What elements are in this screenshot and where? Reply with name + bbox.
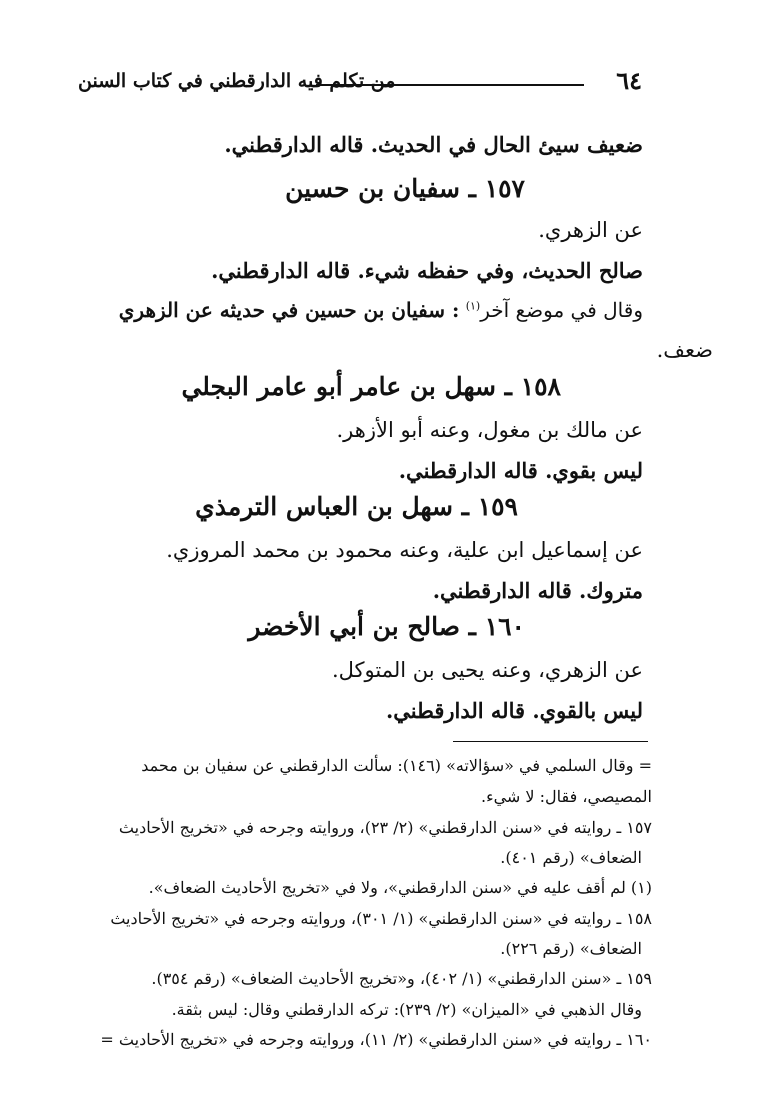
running-title: من تكلم فيه الدارقطني في كتاب السنن — [78, 70, 396, 92]
entry-heading-158: ١٥٨ ـ سهل بن عامر أبو عامر البجلي — [181, 372, 561, 401]
entry-heading-160: ١٦٠ ـ صالح بن أبي الأخضر — [248, 612, 525, 641]
footnote-ref: (١) — [465, 299, 481, 313]
entry-heading-159: ١٥٩ ـ سهل بن العباس الترمذي — [195, 492, 518, 521]
footnote-line: الضعاف» (رقم ٤٠١). — [500, 848, 642, 867]
text-line: ضعف. — [656, 338, 713, 362]
footnote-line: ١٥٧ ـ روايته في «سنن الدارقطني» (٢/ ٢٣)، وروايته وجرحه في «تخريج الأحاديث — [118, 818, 652, 837]
text-fragment: : سفيان بن حسين في حديثه عن الزهري — [118, 298, 460, 322]
text-line: عن مالك بن مغول، وعنه أبو الأزهر. — [336, 418, 643, 442]
text-line: صالح الحديث، وفي حفظه شيء. قاله الدارقطني. — [211, 258, 643, 283]
text-line — [8, 298, 643, 322]
footnote-line: ١٥٩ ـ «سنن الدارقطني» (١/ ٤٠٢)، و«تخريج الأحاديث الضعاف» (رقم ٣٥٤). — [151, 969, 652, 988]
footnote-line: = وقال السلمي في «سؤالاته» (١٤٦): سألت الدارقطني عن سفيان بن محمد — [141, 756, 652, 775]
entry-heading-157: ١٥٧ ـ سفيان بن حسين — [285, 174, 525, 203]
footnote-line: وقال الذهبي في «الميزان» (٢/ ٢٣٩): تركه الدارقطني وقال: ليس بثقة. — [171, 1000, 642, 1019]
text-line: عن الزهري. — [538, 218, 643, 242]
text-line: عن إسماعيل ابن علية، وعنه محمود بن محمد المروزي. — [166, 538, 643, 562]
text-line: عن الزهري، وعنه يحيى بن المتوكل. — [331, 658, 643, 682]
page-number: ٦٤ — [616, 66, 642, 95]
footnote-line: المصيصي، فقال: لا شيء. — [480, 787, 652, 806]
text-fragment: وقال في موضع آخر — [480, 298, 643, 322]
footnote-line: (١) لم أقف عليه في «سنن الدارقطني»، ولا في «تخريج الأحاديث الضعاف». — [148, 878, 652, 897]
text-line: ليس بقوي. قاله الدارقطني. — [398, 458, 643, 483]
footnote-line: ١٥٨ ـ روايته في «سنن الدارقطني» (١/ ٣٠١)، وروايته وجرحه في «تخريج الأحاديث — [110, 909, 652, 928]
footnote-line: الضعاف» (رقم ٢٢٦). — [500, 939, 642, 958]
running-header — [78, 66, 642, 100]
footnote-rule — [453, 741, 648, 742]
text-line: ليس بالقوي. قاله الدارقطني. — [385, 698, 643, 723]
text-line: متروك. قاله الدارقطني. — [432, 578, 643, 603]
footnote-line: ١٦٠ ـ روايته في «سنن الدارقطني» (٢/ ١١)، وروايته وجرحه في «تخريج الأحاديث = — [100, 1030, 652, 1049]
header-rule — [316, 84, 584, 86]
text-line: ضعيف سيئ الحال في الحديث. قاله الدارقطني. — [224, 132, 643, 157]
